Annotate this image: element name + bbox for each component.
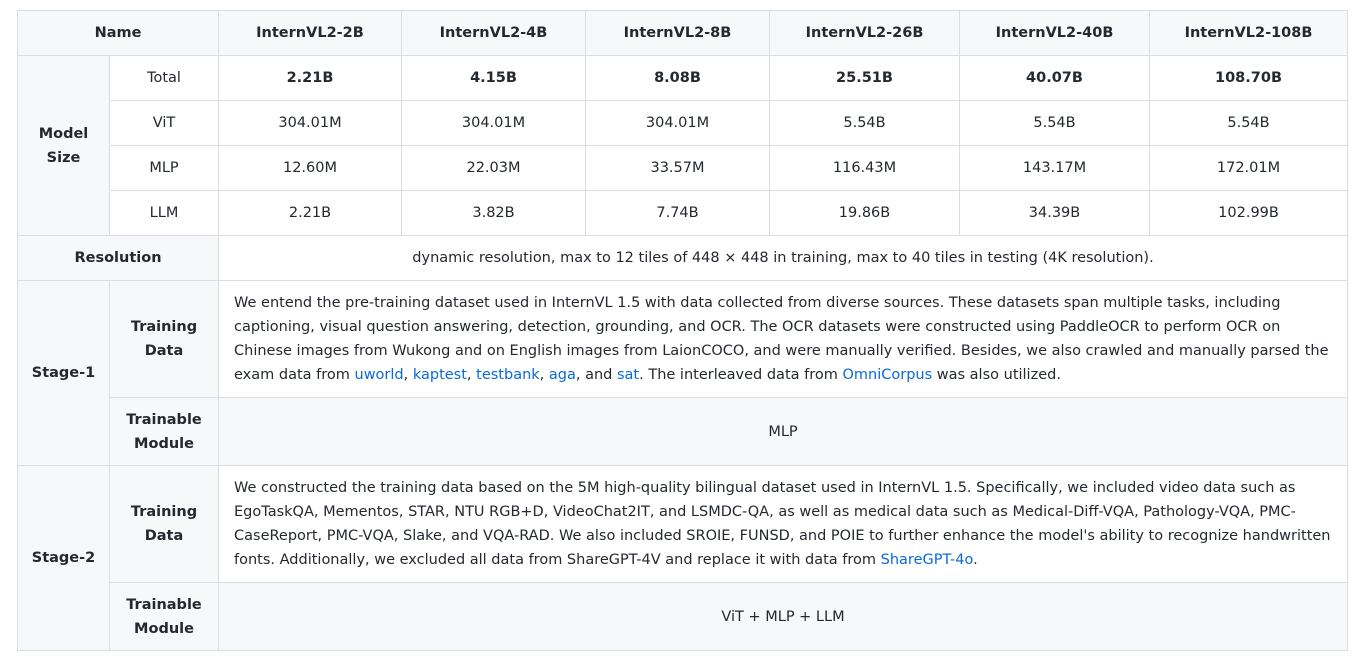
label-line: Data bbox=[144, 343, 184, 359]
cell-value: 33.57M bbox=[586, 146, 770, 191]
table-row bbox=[18, 191, 1348, 236]
label-line: Trainable bbox=[126, 596, 202, 613]
model-size-label-line: Size bbox=[46, 149, 81, 166]
cell-value: 2.21B bbox=[219, 191, 402, 236]
text-span: was also utilized. bbox=[932, 367, 1061, 383]
stage2-training-text bbox=[219, 466, 1348, 583]
resolution-value: dynamic resolution, max to 12 tiles of 448 × 448 in training, max to 40 tiles in testing (4K resolution). bbox=[219, 236, 1348, 281]
text-span: , and bbox=[575, 367, 617, 383]
cell-value: 12.60M bbox=[219, 146, 402, 191]
stage2-trainable-value: ViT + MLP + LLM bbox=[219, 583, 1348, 651]
text-span: . The interleaved data from bbox=[639, 367, 843, 383]
stage2-trainable-row bbox=[18, 583, 1348, 651]
table-row bbox=[18, 146, 1348, 191]
cell-value: 4.15B bbox=[402, 56, 586, 101]
row-label-mlp: MLP bbox=[110, 146, 219, 191]
kaptest-link[interactable]: kaptest bbox=[412, 367, 467, 383]
row-label-total: Total bbox=[110, 56, 219, 101]
label-line: Training bbox=[130, 319, 198, 335]
label-line: Module bbox=[134, 435, 194, 452]
header-model: InternVL2-26B bbox=[770, 11, 960, 56]
header-model: InternVL2-2B bbox=[219, 11, 402, 56]
training-data-label bbox=[110, 281, 219, 398]
label-line: Data bbox=[144, 528, 184, 544]
cell-value: 2.21B bbox=[219, 56, 402, 101]
header-model: InternVL2-40B bbox=[960, 11, 1150, 56]
stage1-training-row bbox=[18, 281, 1348, 398]
model-size-label-line: Model bbox=[38, 125, 89, 142]
label-line: Module bbox=[134, 620, 194, 637]
cell-value: 5.54B bbox=[770, 101, 960, 146]
cell-value: 7.74B bbox=[586, 191, 770, 236]
uworld-link[interactable]: uworld bbox=[354, 367, 404, 383]
stage2-label: Stage-2 bbox=[18, 466, 110, 651]
cell-value: 172.01M bbox=[1150, 146, 1348, 191]
header-model: InternVL2-108B bbox=[1150, 11, 1348, 56]
stage1-label: Stage-1 bbox=[18, 281, 110, 466]
cell-value: 25.51B bbox=[770, 56, 960, 101]
stage1-training-text bbox=[219, 281, 1348, 398]
stage1-trainable-row bbox=[18, 398, 1348, 466]
cell-value: 8.08B bbox=[586, 56, 770, 101]
text-span: . bbox=[973, 552, 978, 568]
cell-value: 40.07B bbox=[960, 56, 1150, 101]
row-label-llm: LLM bbox=[110, 191, 219, 236]
label-line: Training bbox=[130, 504, 198, 520]
cell-value: 22.03M bbox=[402, 146, 586, 191]
cell-value: 304.01M bbox=[402, 101, 586, 146]
header-row bbox=[18, 11, 1348, 56]
aga-link[interactable]: aga bbox=[548, 367, 576, 383]
cell-value: 143.17M bbox=[960, 146, 1150, 191]
cell-value: 304.01M bbox=[219, 101, 402, 146]
label-line: Trainable bbox=[126, 411, 202, 428]
sat-link[interactable]: sat bbox=[616, 367, 640, 383]
cell-value: 5.54B bbox=[1150, 101, 1348, 146]
cell-value: 5.54B bbox=[960, 101, 1150, 146]
sharegpt-4o-link[interactable]: ShareGPT-4o bbox=[880, 552, 974, 568]
training-data-label bbox=[110, 466, 219, 583]
header-model: InternVL2-8B bbox=[586, 11, 770, 56]
resolution-row bbox=[18, 236, 1348, 281]
trainable-module-label bbox=[110, 398, 219, 466]
text-span: We entend the pre-training dataset used in InternVL 1.5 with data collected from diverse sources. These datasets span multiple tasks, including captioning, visual question answering, detection, grounding, and OCR. The OCR datasets were constructed using PaddleOCR to perform OCR on Chinese images from Wukong and on English images from LaionCOCO, and were manually verified. Besides, we also crawled and manually parsed the exam data from bbox=[234, 295, 1329, 383]
header-model: InternVL2-4B bbox=[402, 11, 586, 56]
stage1-trainable-value: MLP bbox=[219, 398, 1348, 466]
model-spec-table bbox=[17, 10, 1348, 651]
row-label-vit: ViT bbox=[110, 101, 219, 146]
resolution-label: Resolution bbox=[18, 236, 219, 281]
text-span: , bbox=[539, 367, 549, 383]
table-row bbox=[18, 56, 1348, 101]
text-span: , bbox=[403, 367, 413, 383]
cell-value: 116.43M bbox=[770, 146, 960, 191]
cell-value: 3.82B bbox=[402, 191, 586, 236]
cell-value: 19.86B bbox=[770, 191, 960, 236]
omnicorpus-link[interactable]: OmniCorpus bbox=[842, 367, 933, 383]
testbank-link[interactable]: testbank bbox=[476, 367, 540, 383]
cell-value: 108.70B bbox=[1150, 56, 1348, 101]
trainable-module-label bbox=[110, 583, 219, 651]
table-row bbox=[18, 101, 1348, 146]
cell-value: 102.99B bbox=[1150, 191, 1348, 236]
model-size-label bbox=[18, 56, 110, 236]
cell-value: 34.39B bbox=[960, 191, 1150, 236]
text-span: We constructed the training data based on the 5M high-quality bilingual dataset used in InternVL 1.5. Specifically, we included video data such as EgoTaskQA, Mementos, STAR, NTU RGB+D, VideoChat2IT, and LSMDC-QA, as well as medical data such as Medical-Diff-VQA, Pathology-VQA, PMC-CaseReport, PMC-VQA, Slake, and VQA-RAD. We also included SROIE, FUNSD, and POIE to further enhance the model's ability to recognize handwritten fonts. Additionally, we excluded all data from ShareGPT-4V and replace it with data from bbox=[234, 480, 1331, 568]
stage2-training-row bbox=[18, 466, 1348, 583]
cell-value: 304.01M bbox=[586, 101, 770, 146]
header-name: Name bbox=[18, 11, 219, 56]
text-span: , bbox=[466, 367, 477, 383]
